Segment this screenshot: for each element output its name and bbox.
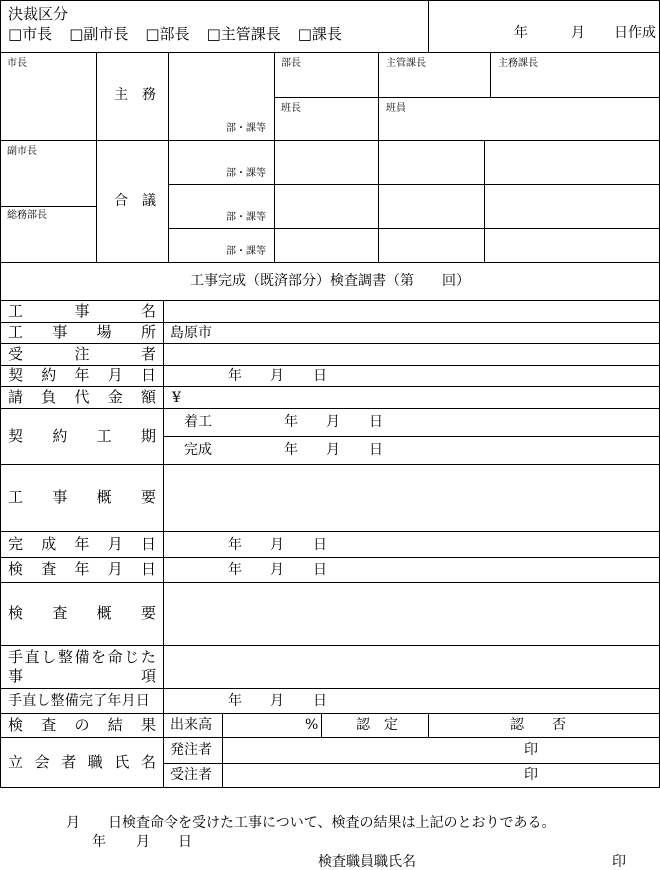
- label-completion-date: 完 成 年 月 日: [8, 535, 156, 553]
- stamp-mayor-label: 市長: [7, 58, 27, 69]
- label-contractor: 受 注 者: [8, 345, 156, 363]
- period-start-label: 着工: [184, 414, 212, 430]
- border-left: [0, 0, 1, 787]
- gogi-label: 合 議: [114, 193, 156, 209]
- label-approve-deny: 認 否: [510, 717, 566, 733]
- footer-day: 日: [178, 834, 192, 850]
- date-created-year: 年: [514, 25, 528, 41]
- stamp-chief-manager-label: 主管課長: [386, 58, 426, 69]
- contract-date-month: 月: [270, 368, 284, 384]
- date-created-month: 月: [571, 25, 585, 41]
- stamp-director-label: 部長: [281, 58, 301, 69]
- dept-section-label-3: 部・課等: [226, 212, 266, 223]
- label-repair-order-2: 事 項: [8, 667, 156, 685]
- label-approval: 認 定: [356, 717, 398, 733]
- completion-day: 日: [313, 537, 327, 553]
- option-mayor[interactable]: □市長: [8, 25, 53, 43]
- label-progress: 出来高: [170, 717, 212, 733]
- inspection-year: 年: [228, 562, 242, 578]
- period-end-month: 月: [326, 442, 340, 458]
- inspector-seal: 印: [612, 854, 626, 870]
- inspector-label: 検査職員職氏名: [318, 854, 416, 870]
- stamp-team-leader-label: 班長: [281, 103, 301, 114]
- label-construction-site: 工 事 場 所: [8, 323, 156, 341]
- option-vice-mayor[interactable]: □副市長: [69, 25, 129, 43]
- option-chief-manager[interactable]: □主管課長: [206, 25, 281, 43]
- period-start-year: 年: [284, 414, 298, 430]
- contract-date-day: 日: [313, 368, 327, 384]
- percent-sign: %: [305, 717, 319, 733]
- label-contract-date: 契 約 年 月 日: [8, 366, 156, 384]
- label-repair-completion-date: 手直し整備完了年月日: [8, 693, 150, 709]
- construction-site-value[interactable]: 島原市: [170, 325, 212, 341]
- stamp-vice-mayor-label: 副市長: [7, 146, 37, 157]
- repair-completion-month: 月: [270, 693, 284, 709]
- approval-heading: 決裁区分: [8, 5, 69, 23]
- label-construction-overview: 工 事 概 要: [8, 488, 156, 506]
- stamp-main-manager-label: 主務課長: [498, 58, 538, 69]
- label-contract-period: 契 約 工 期: [8, 427, 156, 445]
- label-orderer: 発注者: [170, 742, 212, 758]
- contract-amount-value[interactable]: ¥: [172, 390, 181, 406]
- footer-statement: 月 日検査命令を受けた工事について、検査の結果は上記のとおりである。: [66, 815, 556, 831]
- completion-month: 月: [270, 537, 284, 553]
- option-director[interactable]: □部長: [145, 25, 190, 43]
- shumu-label: 主 務: [114, 87, 156, 103]
- label-construction-name: 工 事 名: [8, 302, 156, 320]
- label-repair-order-1: 手 直 し 整 備 を 命 じ た: [8, 648, 156, 666]
- footer-month: 月: [136, 834, 150, 850]
- label-contractor-witness: 受注者: [170, 767, 212, 783]
- contractor-seal: 印: [524, 767, 538, 783]
- dept-section-label-2: 部・課等: [226, 168, 266, 179]
- period-start-month: 月: [326, 414, 340, 430]
- dept-section-label-4: 部・課等: [226, 246, 266, 257]
- dept-section-label-1: 部・課等: [226, 123, 266, 134]
- repair-completion-day: 日: [313, 693, 327, 709]
- border-bottom: [0, 787, 660, 788]
- inspection-month: 月: [270, 562, 284, 578]
- completion-year: 年: [228, 537, 242, 553]
- contract-date-year: 年: [228, 368, 242, 384]
- document-title: 工事完成（既済部分）検査調書（第 回）: [190, 273, 470, 289]
- period-end-day: 日: [369, 442, 383, 458]
- orderer-seal: 印: [524, 742, 538, 758]
- label-inspection-overview: 検 査 概 要: [8, 604, 156, 622]
- stamp-team-member-label: 班員: [386, 103, 406, 114]
- period-end-label: 完成: [184, 442, 212, 458]
- repair-completion-year: 年: [228, 693, 242, 709]
- label-witness: 立 会 者 職 氏 名: [8, 753, 156, 771]
- label-inspection-date: 検 査 年 月 日: [8, 560, 156, 578]
- date-created-day: 日作成: [614, 25, 656, 41]
- period-start-day: 日: [369, 414, 383, 430]
- label-inspection-result: 検 査 の 結 果: [8, 716, 156, 734]
- option-section-manager[interactable]: □課長: [297, 25, 342, 43]
- stamp-general-affairs-label: 総務部長: [7, 210, 47, 221]
- border-top: [0, 0, 660, 1]
- inspection-day: 日: [313, 562, 327, 578]
- approval-options: [8, 27, 342, 42]
- period-end-year: 年: [284, 442, 298, 458]
- label-contract-amount: 請 負 代 金 額: [8, 388, 156, 406]
- footer-year: 年: [92, 834, 106, 850]
